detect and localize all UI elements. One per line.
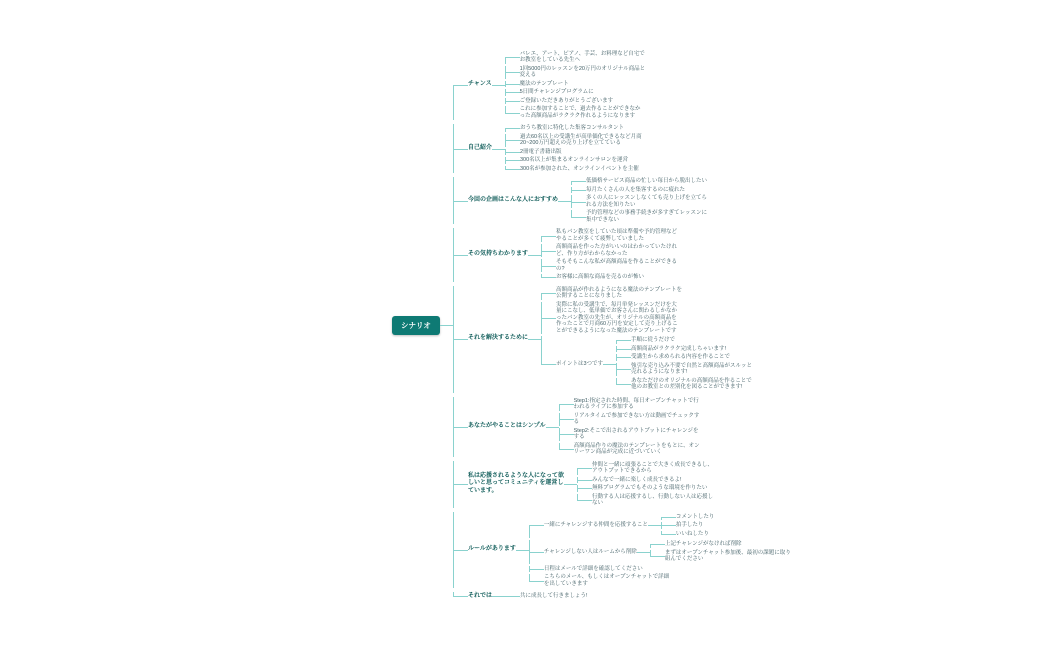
leaf-node[interactable]: 1回5000円のレッスンを20万円のオリジナル商品と変える xyxy=(519,65,646,78)
topic-node[interactable]: チャンス xyxy=(467,81,492,87)
topic-node[interactable]: ポイントは3つです xyxy=(555,360,604,367)
branch xyxy=(505,125,646,132)
topic-node[interactable]: その気持ちわかります xyxy=(467,251,528,257)
branch xyxy=(541,287,757,300)
leaf-node[interactable]: 多くの人にレッスンしなくても売り上げを立てられる方法を知りたい xyxy=(586,195,707,208)
leaf-node[interactable]: Step1:指定された時間、毎日オープンチャットで行われるライブに参加する xyxy=(573,397,699,410)
branch xyxy=(453,461,791,508)
branch xyxy=(541,244,682,257)
branch xyxy=(453,286,791,393)
leaf-node[interactable]: 2冊電子書籍出版 xyxy=(519,148,562,155)
children-group xyxy=(529,512,791,589)
root-branch xyxy=(392,48,791,603)
branch xyxy=(661,514,715,521)
branch xyxy=(559,398,700,411)
branch xyxy=(505,81,646,88)
root-topic[interactable]: シナリオ xyxy=(392,316,440,335)
children-group xyxy=(661,513,715,539)
leaf-node[interactable]: 300名以上が集まるオンラインサロンを運営 xyxy=(519,157,628,163)
leaf-node[interactable]: 拍手したり xyxy=(675,522,704,528)
branch xyxy=(577,485,718,492)
leaf-node[interactable]: そもそもこんな私が高額商品を作ることができるの? xyxy=(555,259,677,272)
leaf-node[interactable]: いいねしたり xyxy=(675,530,709,537)
leaf-node[interactable]: おうち教室に特化した集客コンサルタント xyxy=(519,125,624,131)
branch xyxy=(616,378,757,391)
branch xyxy=(541,274,682,281)
topic-node[interactable]: それを解決するために xyxy=(467,335,528,342)
branch xyxy=(571,187,712,194)
branch xyxy=(559,413,700,426)
topic-node[interactable]: あなたがやることはシンプル xyxy=(467,422,546,429)
branch xyxy=(571,210,712,223)
leaf-node[interactable]: コメントしたり xyxy=(675,513,715,520)
leaf-node[interactable]: 過去60名以上の受講生が高単価化できるなど月商20~200万円超えの売り上げを立てている xyxy=(519,133,642,146)
branch xyxy=(453,124,791,173)
leaf-node[interactable]: 行動する人は応援するし、行動しない人は応援しない xyxy=(591,493,713,506)
branch xyxy=(577,462,718,475)
branch xyxy=(453,228,791,282)
topic-node[interactable]: 一緒にチャレンジする仲間を応援すること xyxy=(543,522,648,528)
branch xyxy=(505,51,646,64)
leaf-node[interactable]: これに参加することで、過去作ることができなかった高額商品がラクラク作れるようになります xyxy=(519,106,641,119)
children-group xyxy=(541,228,682,282)
branch xyxy=(529,540,791,564)
topic-node[interactable]: 今回の企画はこんな人におすすめ xyxy=(467,196,558,203)
children-group xyxy=(559,397,700,457)
branch xyxy=(529,513,791,539)
branch xyxy=(505,89,646,96)
leaf-node[interactable]: 手順に従うだけで xyxy=(631,337,676,343)
topic-node[interactable]: それでは xyxy=(467,592,492,599)
branch xyxy=(505,106,646,119)
branch xyxy=(541,336,757,392)
branch xyxy=(571,178,712,185)
leaf-node[interactable]: 上記チャレンジがなければ削除 xyxy=(664,541,742,547)
branch xyxy=(577,494,718,507)
topic-node[interactable]: チャレンジしない人はルームから削除 xyxy=(543,548,637,555)
leaf-node[interactable]: 日程はメールで詳細を確認してください xyxy=(543,565,643,572)
children-group xyxy=(505,592,588,601)
branch xyxy=(453,177,791,224)
topic-node[interactable]: 自己紹介 xyxy=(467,144,492,151)
leaf-node[interactable]: お客様に高額な商品を売るのが怖い xyxy=(555,274,644,280)
branch xyxy=(541,229,682,242)
branch xyxy=(453,512,791,589)
leaf-node[interactable]: 実際に私の受講生で、毎月単発レッスンだけを大量にこなし、低単価でお客さんに関わるしかなかったパン教室の先生が、オリジナルの高額商品を作ったことで月商60万円を安定して売り上げることができるようになった魔法のテンプレートです xyxy=(555,301,678,334)
leaf-node[interactable]: ご登録いただきありがとうございます xyxy=(519,97,614,104)
leaf-node[interactable]: 予約管理などの事務手続きが多すぎてレッスンに集中できない xyxy=(586,210,707,223)
leaf-node[interactable]: 5日間チャレンジプログラムに xyxy=(519,89,594,95)
leaf-node[interactable]: 私もパン教室をしていた頃は準備や予約管理などやることが多くて疲弊していました xyxy=(555,229,677,242)
leaf-node[interactable]: 毎月たくさんの人を集客するのに疲れた xyxy=(586,186,686,193)
branch xyxy=(616,346,757,353)
leaf-node[interactable]: 高額商品作りの魔法のテンプレートをもとに、オンリーワン商品が完成に近づいていく xyxy=(573,442,700,455)
children-group xyxy=(541,286,757,393)
leaf-node[interactable]: 共に成長して行きましょう! xyxy=(519,593,588,599)
leaf-node[interactable]: 受講生から求められる内容を作ることで xyxy=(631,354,731,360)
leaf-node[interactable]: 魔法のテンプレート xyxy=(519,80,569,87)
branch xyxy=(453,397,791,457)
leaf-node[interactable]: こちらのメール、もしくはオープンチャットで詳細を出していきます xyxy=(543,574,670,587)
branch xyxy=(529,566,791,573)
branch xyxy=(453,592,791,601)
branch xyxy=(505,149,646,156)
topic-node[interactable]: 私は応援されるような人になって欲しいと思ってコミュニティを運営しています。 xyxy=(467,472,564,494)
leaf-node[interactable]: 高額商品が作れるようになる魔法のテンプレートを公開することになりました xyxy=(555,286,682,299)
branch xyxy=(505,98,646,105)
leaf-node[interactable]: 高額商品がラクラク完成しちゃいます! xyxy=(631,345,727,352)
branch xyxy=(661,531,715,538)
branch xyxy=(505,134,646,147)
children-group xyxy=(616,336,757,392)
children-group xyxy=(505,50,646,121)
leaf-node[interactable]: 高額商品を作った方がいいのはわかっていたけれど、作り方がわからなかった xyxy=(555,244,677,257)
branch xyxy=(453,50,791,121)
branch xyxy=(616,363,757,376)
leaf-node[interactable]: 仲間と一緒に頑張ることで大きく成長できるし、アウトプットできるから xyxy=(591,461,713,474)
leaf-node[interactable]: バレエ、アート、ピアノ、手芸、お料理など自宅でお教室をしている先生へ xyxy=(519,50,645,63)
leaf-node[interactable]: まずはオープンチャット参加後、最初の課題に取り組んでください xyxy=(664,549,791,562)
children-group xyxy=(650,540,791,564)
leaf-node[interactable]: 300名が参加された、オンラインイベントを主催 xyxy=(519,165,639,172)
children-group xyxy=(453,48,791,603)
branch xyxy=(577,477,718,484)
branch xyxy=(505,593,588,600)
leaf-node[interactable]: Step2:そこで出されるアウトプットにチャレンジをする xyxy=(573,427,699,440)
branch xyxy=(616,354,757,361)
branch xyxy=(559,428,700,441)
children-group xyxy=(577,461,718,508)
branch xyxy=(541,302,757,335)
leaf-node[interactable]: あなただけのオリジナルの高額商品を作ることで他のお教室との差別化を図ることができます! xyxy=(631,377,752,390)
branch xyxy=(505,157,646,164)
mindmap-canvas xyxy=(392,0,791,650)
branch xyxy=(661,522,715,529)
branch xyxy=(650,550,791,563)
leaf-node[interactable]: みんなで一緒に楽しく成長できるよ! xyxy=(591,476,682,483)
branch xyxy=(505,166,646,173)
branch xyxy=(616,337,757,344)
children-group xyxy=(571,177,712,224)
branch xyxy=(571,195,712,208)
leaf-node[interactable]: 低価格サービス商品の忙しい毎日から脱出したい xyxy=(586,178,708,184)
leaf-node[interactable]: 無料プログラムでもそのような環境を作りたい xyxy=(591,485,708,491)
branch xyxy=(650,541,791,548)
topic-node[interactable]: ルールがあります xyxy=(467,546,516,552)
branch xyxy=(559,443,700,456)
branch xyxy=(541,259,682,272)
leaf-node[interactable]: リアルタイムで参加できない方は動画でチェックする xyxy=(573,412,700,425)
children-group xyxy=(505,124,646,173)
branch xyxy=(529,574,791,587)
branch xyxy=(505,66,646,79)
leaf-node[interactable]: 強引な売り込み不要で自然と高額商品がスルッと売れるようになります! xyxy=(631,362,753,375)
